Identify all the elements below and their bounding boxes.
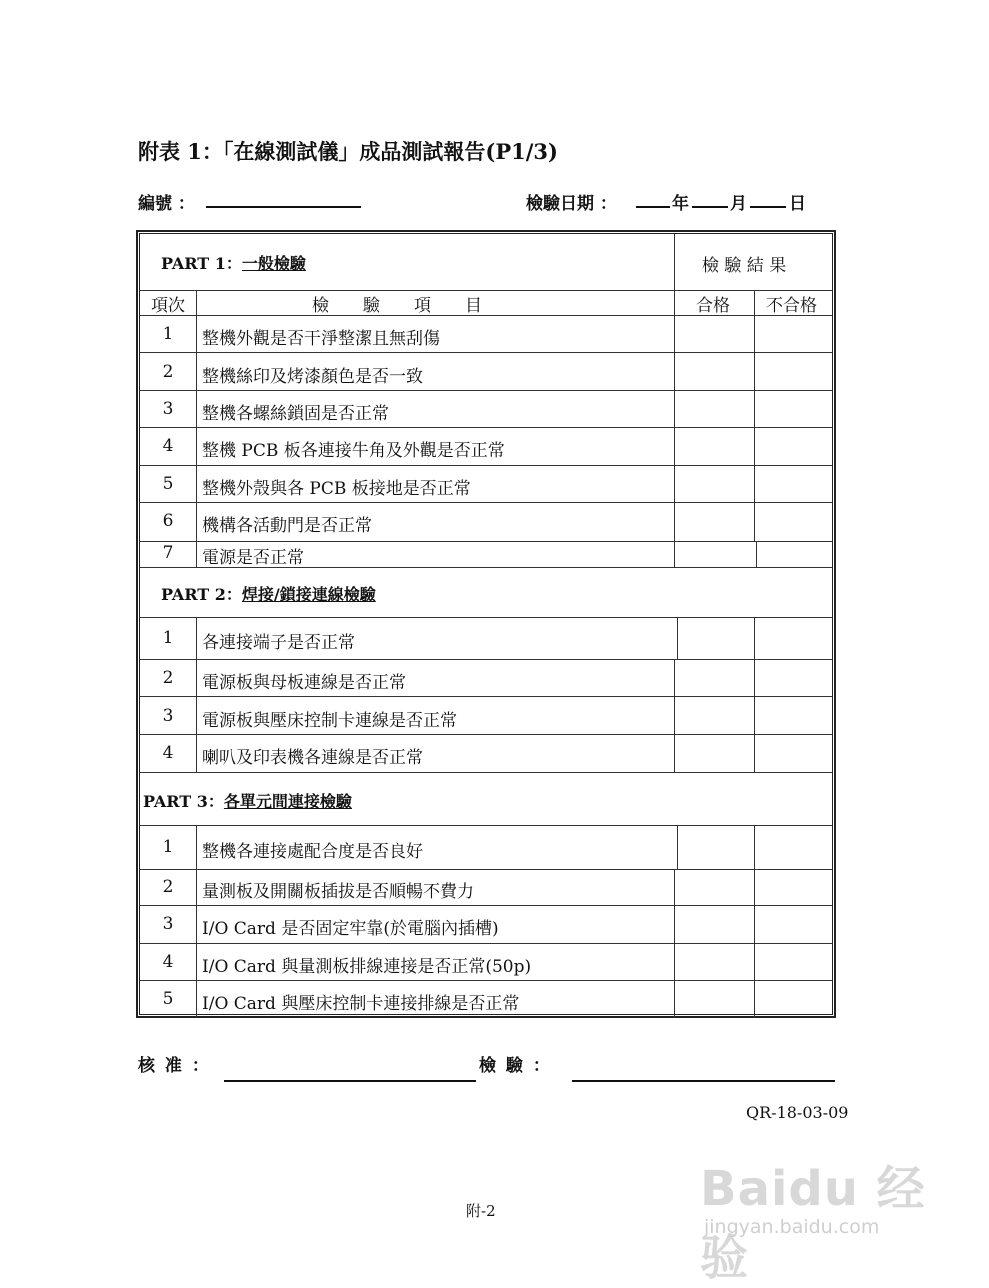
p1-row3-no: 3: [162, 399, 174, 419]
day-blank: [750, 206, 786, 208]
p3-row1-no: 1: [162, 837, 174, 857]
vline-fail: [756, 541, 757, 567]
p1-row6-no: 6: [162, 511, 174, 531]
page-number: 附-2: [466, 1202, 496, 1220]
p1-row5-no: 5: [162, 474, 174, 494]
p3-row4-no: 4: [162, 952, 174, 972]
vline-no: [196, 290, 197, 541]
part2-name: 焊接/鎖接連線檢驗: [241, 585, 376, 604]
date-label: 檢驗日期 ：: [526, 194, 617, 214]
p2-row4-no: 4: [162, 743, 174, 763]
report-title: 附表 1：「在線測試儀」成品測試報告(P1/3): [138, 139, 558, 164]
p3-row2-text: 量測板及開關板插拔是否順暢不費力: [202, 882, 474, 902]
p3-row3-text: I/O Card 是否固定牢靠(於電腦內插槽): [202, 919, 499, 939]
hline: [140, 352, 832, 353]
hline: [140, 541, 832, 542]
p1-row1-text: 整機外觀是否干淨整潔且無刮傷: [202, 329, 440, 349]
hline: [140, 659, 832, 660]
part1-name: 一般檢驗: [241, 254, 306, 273]
hline: [140, 465, 832, 466]
p1-row4-text: 整機 PCB 板各連接牛角及外觀是否正常: [202, 441, 505, 461]
p2-row4-text: 喇叭及印表機各連線是否正常: [202, 748, 423, 768]
vline-pass: [674, 234, 675, 541]
vline-pass: [674, 659, 675, 772]
part1-prefix: PART 1：: [161, 254, 242, 273]
p2-row1-text: 各連接端子是否正常: [202, 633, 355, 653]
p2-row2-no: 2: [162, 668, 174, 688]
vline-no: [196, 825, 197, 1018]
number-blank: [206, 206, 361, 208]
hline: [140, 980, 832, 981]
inspect-label: 檢 驗 ：: [479, 1056, 552, 1076]
p1-row4-no: 4: [162, 436, 174, 456]
document-number: QR-18-03-09: [746, 1103, 849, 1122]
approve-label: 核 准 ：: [138, 1056, 211, 1076]
hline: [140, 567, 832, 568]
hline: [140, 772, 832, 773]
col-no-header: 項次: [151, 296, 185, 316]
p3-row4-text: I/O Card 與量測板排線連接是否正常(50p): [202, 957, 532, 977]
vline-no: [196, 541, 197, 567]
hline: [140, 427, 832, 428]
col-pass-header: 合格: [696, 296, 730, 316]
p1-row5-text: 整機外殼與各 PCB 板接地是否正常: [202, 479, 471, 499]
part3-prefix: PART 3：: [143, 792, 224, 811]
vline-fail: [754, 290, 755, 541]
result-header: 檢 驗 結 果: [702, 256, 787, 276]
day-label: 日: [789, 194, 806, 214]
part3-title: [143, 789, 352, 812]
hline: [140, 869, 832, 870]
p3-row5-no: 5: [162, 989, 174, 1009]
p3-row2-no: 2: [162, 877, 174, 897]
hline: [140, 905, 832, 906]
hline: [140, 315, 832, 316]
part2-prefix: PART 2：: [161, 585, 242, 604]
col-fail-header: 不合格: [766, 296, 817, 316]
p1-row6-text: 機構各活動門是否正常: [202, 516, 372, 536]
p2-row3-text: 電源板與壓床控制卡連線是否正常: [202, 711, 457, 731]
year-label: 年: [672, 194, 689, 214]
p1-row1-no: 1: [162, 324, 174, 344]
hline: [140, 825, 832, 826]
part1-title: [161, 251, 306, 274]
inspect-signature-line: [572, 1080, 835, 1082]
vline-pass: [677, 617, 678, 659]
vline-fail: [754, 617, 755, 772]
vline-fail: [754, 825, 755, 1018]
hline: [140, 734, 832, 735]
vline-pass: [677, 825, 678, 869]
hline: [140, 390, 832, 391]
inspection-table: [136, 230, 836, 1018]
watermark-logo: Baidu 经验: [700, 1161, 926, 1286]
hline: [140, 502, 832, 503]
month-label: 月: [730, 194, 747, 214]
vline-no: [196, 617, 197, 772]
watermark-url: jingyan.baidu.com: [704, 1216, 880, 1238]
p1-row3-text: 整機各螺絲鎖固是否正常: [202, 404, 389, 424]
inspection-table-inner: [139, 233, 833, 1015]
p3-row1-text: 整機各連接處配合度是否良好: [202, 842, 423, 862]
p1-row7-text: 電源是否正常: [202, 548, 304, 568]
hline: [140, 943, 832, 944]
p3-row3-no: 3: [162, 914, 174, 934]
month-blank: [692, 206, 728, 208]
p2-row1-no: 1: [162, 628, 174, 648]
p1-row2-text: 整機絲印及烤漆顏色是否一致: [202, 367, 423, 387]
hline: [140, 696, 832, 697]
hline: [140, 617, 832, 618]
baidu-watermark: [700, 1150, 940, 1286]
col-item-header: 檢 驗 項 目: [312, 296, 482, 316]
p2-row3-no: 3: [162, 706, 174, 726]
part3-name: 各單元間連接檢驗: [223, 792, 352, 811]
number-label: 編號 ：: [138, 194, 195, 214]
p1-row2-no: 2: [162, 362, 174, 382]
vline-pass: [674, 541, 675, 567]
p2-row2-text: 電源板與母板連線是否正常: [202, 673, 406, 693]
year-blank: [636, 206, 670, 208]
p1-row7-no: 7: [162, 543, 174, 563]
approve-signature-line: [224, 1080, 476, 1082]
part2-title: [161, 582, 376, 605]
p3-row5-text: I/O Card 與壓床控制卡連接排線是否正常: [202, 994, 520, 1014]
